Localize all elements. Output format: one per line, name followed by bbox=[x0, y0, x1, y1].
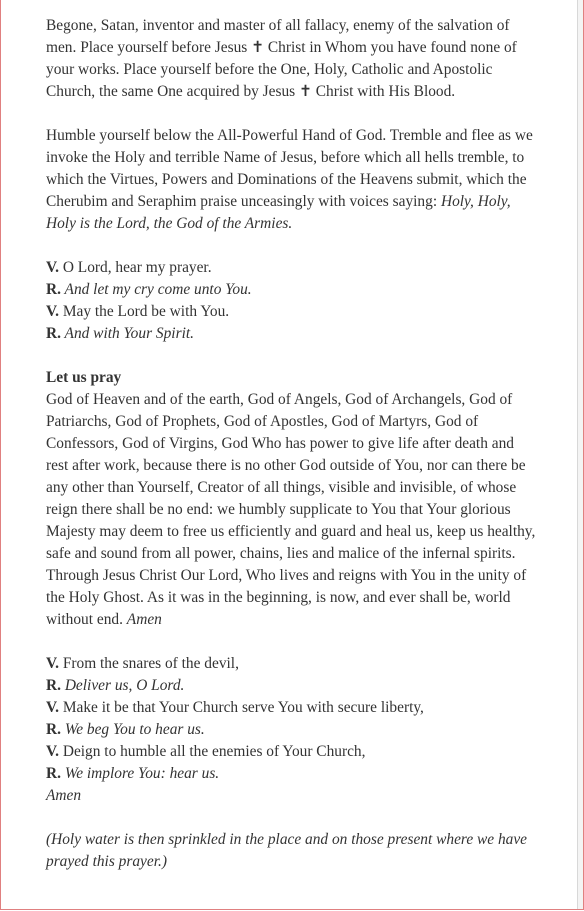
response-mark: R. bbox=[46, 281, 61, 298]
versicles-block-2 bbox=[46, 653, 536, 807]
response-mark: R. bbox=[46, 325, 61, 342]
response-text: We implore You: hear us. bbox=[60, 765, 220, 782]
paragraph-humble-text: Humble yourself below the All-Powerful Hand of God. Tremble and flee as we invoke the Holy and terrible Name of Jesus, before which all hells tremble, to which the Virtues, Powers and Dominations of the Heavens submit, which the Cherubim and Seraphim praise unceasingly with voices saying: bbox=[46, 127, 533, 210]
versicle-text: O Lord, hear my prayer. bbox=[58, 259, 212, 276]
prayer-amen: Amen bbox=[126, 611, 162, 628]
response-text: And let my cry come unto You. bbox=[60, 281, 252, 298]
prayer-document bbox=[46, 15, 536, 873]
response-text: Deliver us, O Lord. bbox=[60, 677, 185, 694]
versicle-mark: V. bbox=[46, 655, 59, 672]
paragraph-begone: Begone, Satan, inventor and master of all fallacy, enemy of the salvation of men. Place yourself before Jesus ✝ Christ in Whom you have found none of your works. Place yourself before the One, Holy, Catholic and Apostolic Church, the same One acquired by Jesus ✝ Christ with His Blood. bbox=[46, 17, 517, 100]
closing-amen: Amen bbox=[46, 787, 82, 804]
versicle-text: From the snares of the devil, bbox=[58, 655, 239, 672]
versicle-mark: V. bbox=[46, 259, 59, 276]
versicle-text: Deign to humble all the enemies of Your Church, bbox=[58, 743, 366, 760]
response-mark: R. bbox=[46, 677, 61, 694]
paragraph-humble-italic: Holy, Holy, Holy is the Lord, the God of the Armies. bbox=[46, 193, 511, 232]
closing-note: (Holy water is then sprinkled in the place and on those present where we have prayed this prayer.) bbox=[46, 831, 528, 870]
response-mark: R. bbox=[46, 721, 61, 738]
scrollbar[interactable] bbox=[577, 0, 583, 909]
prayer-block bbox=[46, 367, 536, 631]
response-text: We beg You to hear us. bbox=[60, 721, 205, 738]
versicle-mark: V. bbox=[46, 743, 59, 760]
versicle-mark: V. bbox=[46, 303, 59, 320]
versicle-mark: V. bbox=[46, 699, 59, 716]
paragraph-humble bbox=[46, 125, 536, 235]
prayer-text: God of Heaven and of the earth, God of Angels, God of Archangels, God of Patriarchs, God of Prophets, God of Apostles, God of Martyrs, God of Confessors, God of Virgins, God Who has power to give life after death and rest after work, because there is no other God outside of You, nor can there be any other than Yourself, Creator of all things, visible and invisible, of whose reign there shall be no end: we humbly supplicate to You that Your glorious Majesty may deem to free us efficiently and guard and heal us, keep us healthy, safe and sound from all power, chains, lies and malice of the infernal spirits. Through Jesus Christ Our Lord, Who lives and reigns with You in the unity of the Holy Ghost. As it was in the beginning, is now, and ever shall be, world without end. bbox=[46, 391, 536, 628]
response-mark: R. bbox=[46, 765, 61, 782]
response-text: And with Your Spirit. bbox=[60, 325, 194, 342]
versicles-block-1 bbox=[46, 257, 536, 345]
versicle-text: May the Lord be with You. bbox=[58, 303, 230, 320]
prayer-heading: Let us pray bbox=[46, 369, 122, 386]
versicle-text: Make it be that Your Church serve You with secure liberty, bbox=[58, 699, 424, 716]
